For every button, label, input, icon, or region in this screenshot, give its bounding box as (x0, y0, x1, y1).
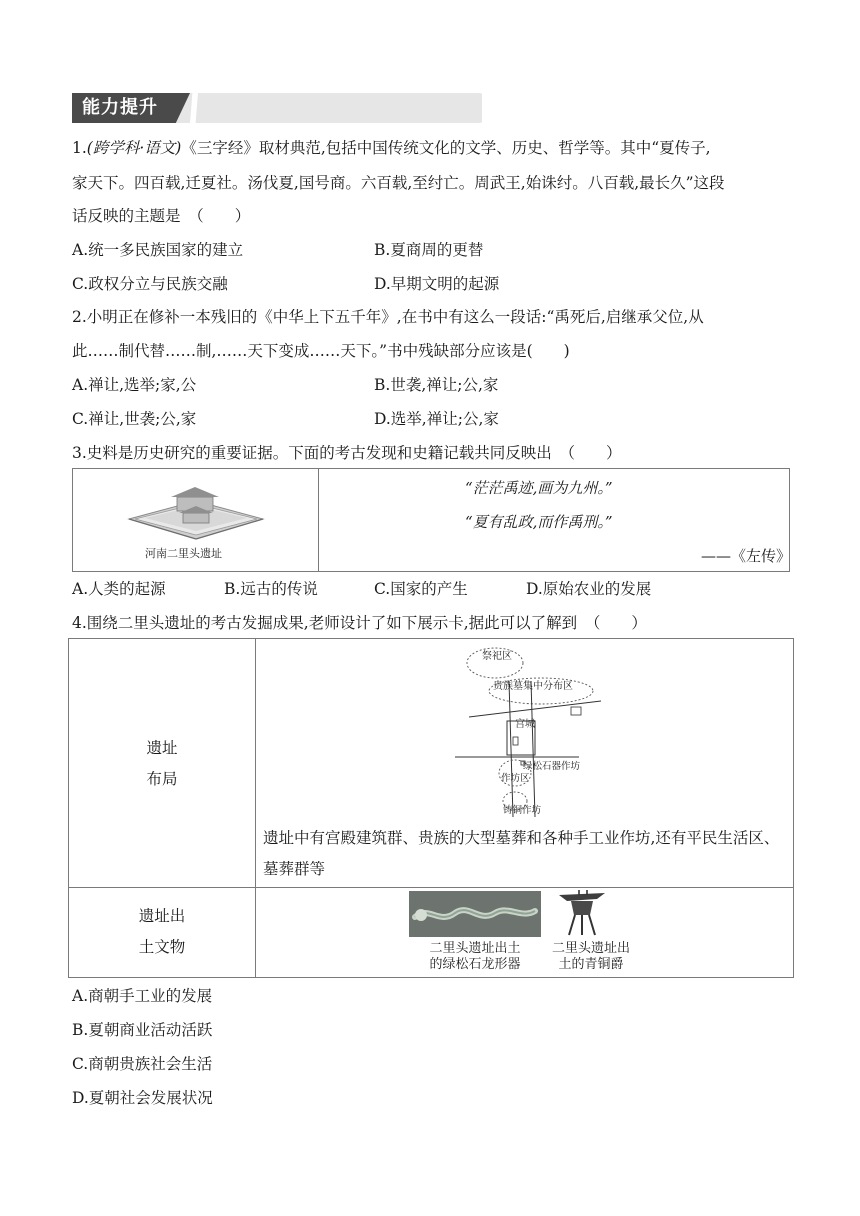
q1-line-3: 话反映的主题是 （ ） (72, 207, 251, 225)
dragon-caption-1: 二里头遗址出土 (429, 941, 521, 956)
q4-stem: 4.围绕二里头遗址的考古发掘成果,老师设计了如下展示卡,据此可以了解到 （ ） (72, 614, 647, 632)
q3-option-b[interactable]: B.远古的传说 (224, 580, 318, 598)
q2-option-d[interactable]: D.选举,禅让;公,家 (374, 410, 499, 428)
q1-line-1 (72, 137, 711, 159)
row2-label-2: 土文物 (138, 938, 186, 956)
dragon-caption-2: 的绿松石龙形器 (429, 957, 521, 972)
palace-ruins-caption: 河南二里头遗址 (145, 547, 222, 560)
section-title: 能力提升 (82, 97, 158, 118)
q3-source: ——《左传》 (701, 547, 792, 565)
q2-option-b[interactable]: B.世袭,禅让;公,家 (374, 376, 499, 394)
row1-label-2: 布局 (146, 770, 178, 788)
bronze-jue-image (557, 889, 607, 937)
map-label-palace: 宫城 (515, 719, 535, 730)
q1-option-d[interactable]: D.早期文明的起源 (374, 275, 500, 293)
section-banner (72, 93, 482, 123)
q2-option-a[interactable]: A.禅让,选举;家,公 (72, 376, 197, 394)
dragon-caption (407, 941, 543, 973)
map-label-tombs: 贵族墓集中分布区 (493, 681, 573, 692)
q4-option-a[interactable]: A.商朝手工业的发展 (72, 987, 213, 1005)
q4-display-card (68, 638, 794, 978)
q1-tag: (跨学科·语文) (86, 139, 182, 157)
q3-quote-1: “茫茫禹迹,画为九州。” (465, 479, 613, 497)
q4-table-vdivider (255, 639, 256, 977)
map-label-bronze: 铸铜作坊 (503, 805, 542, 816)
row2-label-1: 遗址出 (138, 907, 186, 925)
q1-text-1: 《三字经》取材典范,包括中国传统文化的文学、历史、哲学等。其中“夏传子, (181, 139, 711, 157)
q4-table-hdivider (69, 887, 793, 888)
q1-line-2: 家天下。四百载,迁夏社。汤伐夏,国号商。六百载,至纣亡。周武王,始诛纣。八百载,最长久”这段 (72, 174, 725, 192)
map-label-turquoise-1: 绿松石器作坊 (523, 761, 581, 772)
q4-option-b[interactable]: B.夏朝商业活动活跃 (72, 1021, 213, 1039)
jue-caption (543, 941, 639, 973)
q3-table-divider (318, 469, 319, 571)
q1-option-c[interactable]: C.政权分立与民族交融 (72, 275, 228, 293)
jue-caption-1: 二里头遗址出 (551, 941, 630, 956)
q2-line-1: 2.小明正在修补一本残旧的《中华上下五千年》,在书中有这么一段话:“禹死后,启继承父位,从 (72, 308, 704, 326)
map-label-sacrifice: 祭祀区 (482, 651, 512, 662)
q3-option-d[interactable]: D.原始农业的发展 (526, 580, 652, 598)
q3-stem: 3.史料是历史研究的重要证据。下面的考古发现和史籍记载共同反映出 （ ） (72, 444, 622, 462)
q1-option-b[interactable]: B.夏商周的更替 (374, 241, 484, 259)
q4-option-c[interactable]: C.商朝贵族社会生活 (72, 1055, 213, 1073)
q3-source-table (72, 468, 790, 572)
site-layout-map (451, 645, 641, 817)
q1-option-a[interactable]: A.统一多民族国家的建立 (72, 241, 244, 259)
q4-option-d[interactable]: D.夏朝社会发展状况 (72, 1089, 213, 1107)
layout-description: 遗址中有宫殿建筑群、贵族的大型墓葬和各种手工业作坊,还有平民生活区、墓葬群等 (263, 829, 780, 878)
q3-option-c[interactable]: C.国家的产生 (374, 580, 468, 598)
row1-label-1: 遗址 (146, 739, 178, 757)
jue-caption-2: 土的青铜爵 (558, 957, 624, 972)
q2-option-c[interactable]: C.禅让,世袭;公,家 (72, 410, 197, 428)
q3-quote-2: “夏有乱政,而作禹刑。” (465, 513, 613, 531)
turquoise-dragon-image (409, 891, 541, 937)
q3-option-a[interactable]: A.人类的起源 (72, 580, 166, 598)
map-label-turquoise-2: 作坊区 (501, 773, 530, 784)
q2-line-2: 此……制代替……制,……天下变成……天下。”书中残缺部分应该是( ) (72, 342, 570, 360)
palace-ruins-image (121, 479, 271, 543)
q1-number: 1. (72, 139, 87, 157)
